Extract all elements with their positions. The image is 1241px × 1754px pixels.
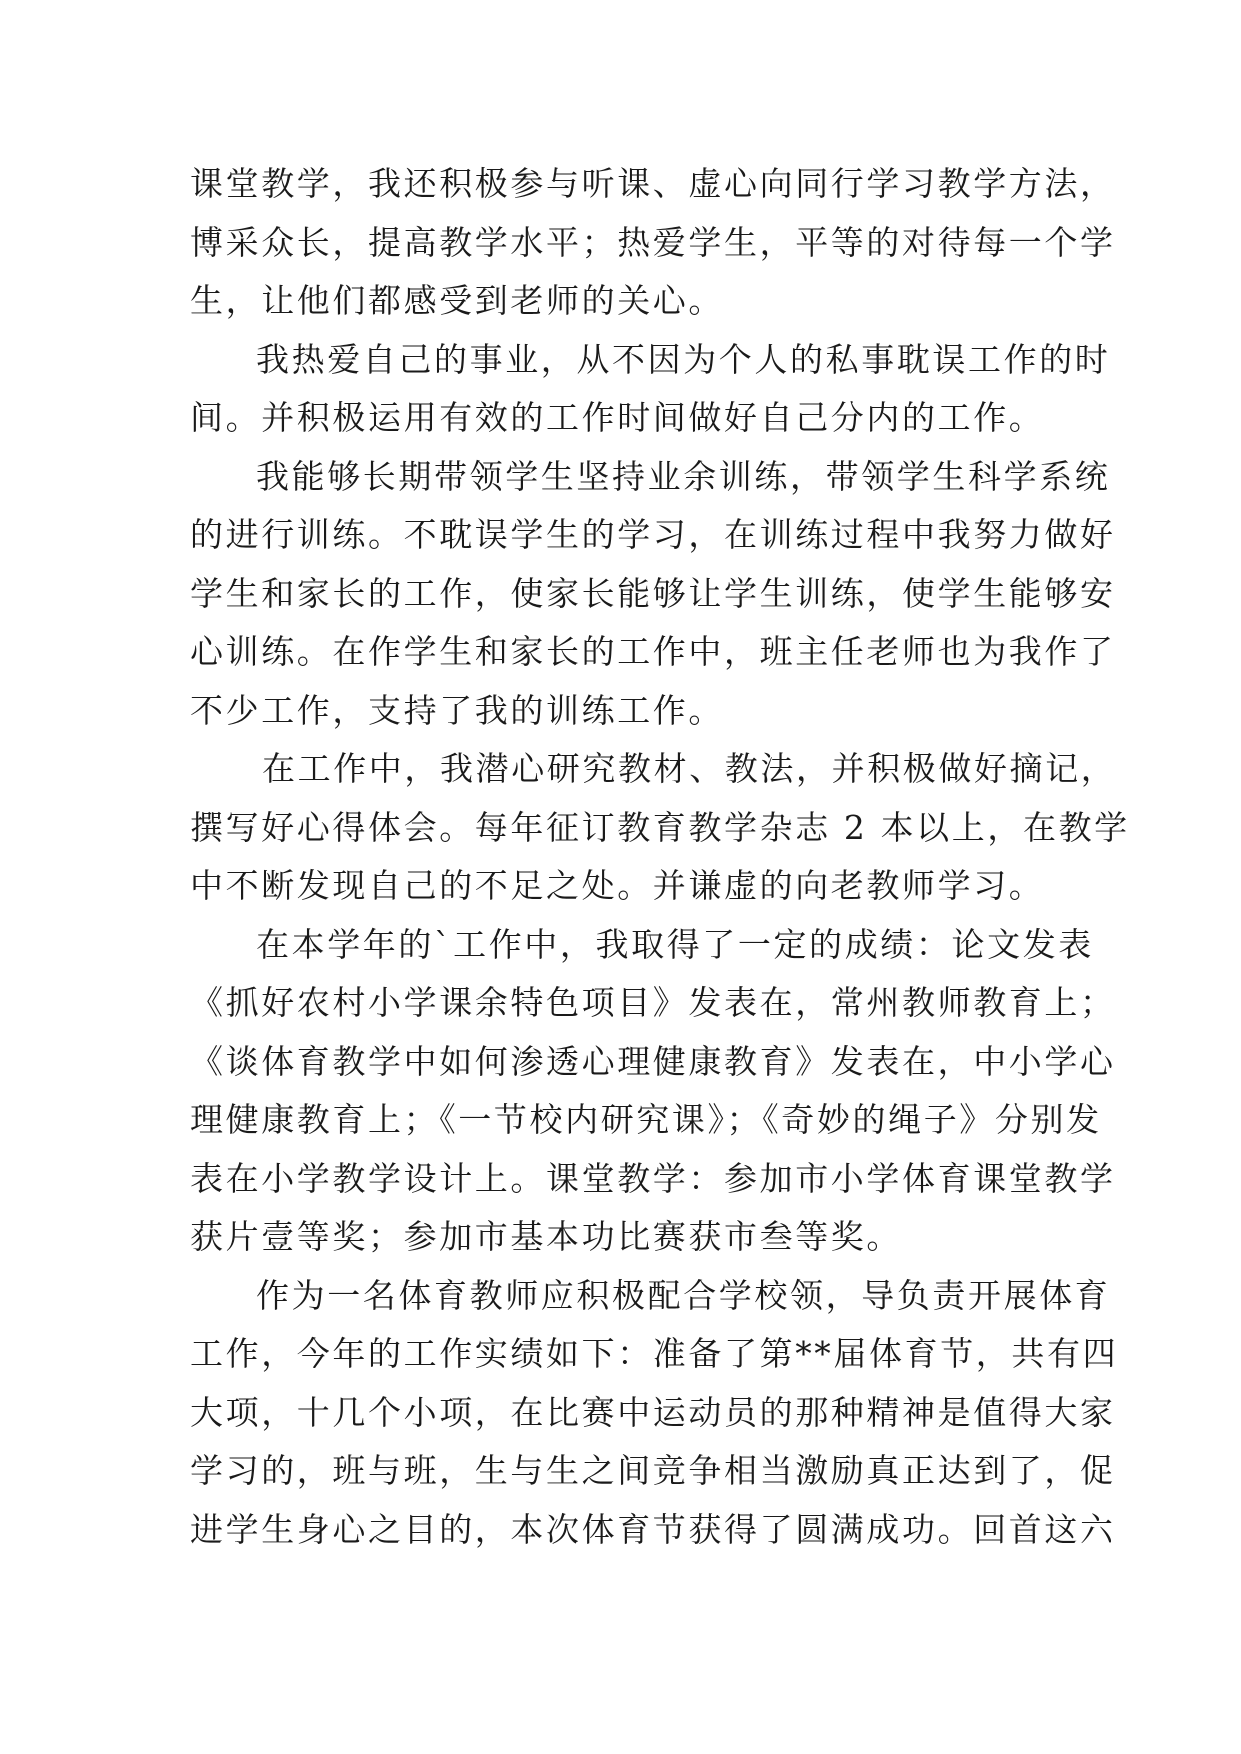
text-line: 心训练。在作学生和家长的工作中，班主任老师也为我作了 [190,632,1116,671]
paragraph-start-line: 我能够长期带领学生坚持业余训练，带领学生科学系统 [256,456,1111,496]
text-line: 获片壹等奖；参加市基本功比赛获市叁等奖。 [190,1217,902,1256]
text-line: 表在小学教学设计上。课堂教学：参加市小学体育课堂教学 [190,1158,1116,1198]
text-line: 理健康教育上；《一节校内研究课》；《奇妙的绳子》分别发 [190,1100,1102,1139]
text-line: 《谈体育教学中如何渗透心理健康教育》发表在，中小学心 [190,1041,1116,1081]
paragraph-start-line: 我热爱自己的事业，从不因为个人的私事耽误工作的时 [256,339,1111,379]
text-line: 的进行训练。不耽误学生的学习，在训练过程中我努力做好 [190,515,1116,554]
text-line: 学习的，班与班，生与生之间竞争相当激励真正达到了，促 [190,1451,1116,1490]
text-line: 《抓好农村小学课余特色项目》发表在，常州教师教育上； [190,983,1116,1022]
text-line: 进学生身心之目的，本次体育节获得了圆满成功。回首这六 [190,1509,1116,1549]
text-line: 工作，今年的工作实绩如下：准备了第**届体育节，共有四 [190,1334,1119,1373]
text-line: 学生和家长的工作，使家长能够让学生训练，使学生能够安 [190,573,1116,613]
text-line: 间。并积极运用有效的工作时间做好自己分内的工作。 [190,398,1045,437]
paragraph-start-line: 在工作中，我潜心研究教材、教法，并积极做好摘记， [262,749,1117,788]
text-line: 博采众长，提高教学水平；热爱学生，平等的对待每一个学 [190,222,1116,262]
body-text [190,155,1130,1559]
text-line: 不少工作，支持了我的训练工作。 [190,690,724,730]
text-line: 中不断发现自己的不足之处。并谦虚的向老教师学习。 [190,866,1045,905]
paragraph-start-line: 在本学年的`工作中，我取得了一定的成绩：论文发表 [256,924,1094,964]
text-line: 大项，十几个小项，在比赛中运动员的那种精神是值得大家 [190,1392,1116,1432]
text-line: 撰写好心得体会。每年征订教育教学杂志 2 本以上，在教学 [190,807,1130,847]
paragraph-start-line: 作为一名体育教师应积极配合学校领，导负责开展体育 [256,1275,1111,1315]
text-line: 课堂教学，我还积极参与听课、虚心向同行学习教学方法， [190,164,1116,203]
text-line: 生，让他们都感受到老师的关心。 [190,281,724,320]
